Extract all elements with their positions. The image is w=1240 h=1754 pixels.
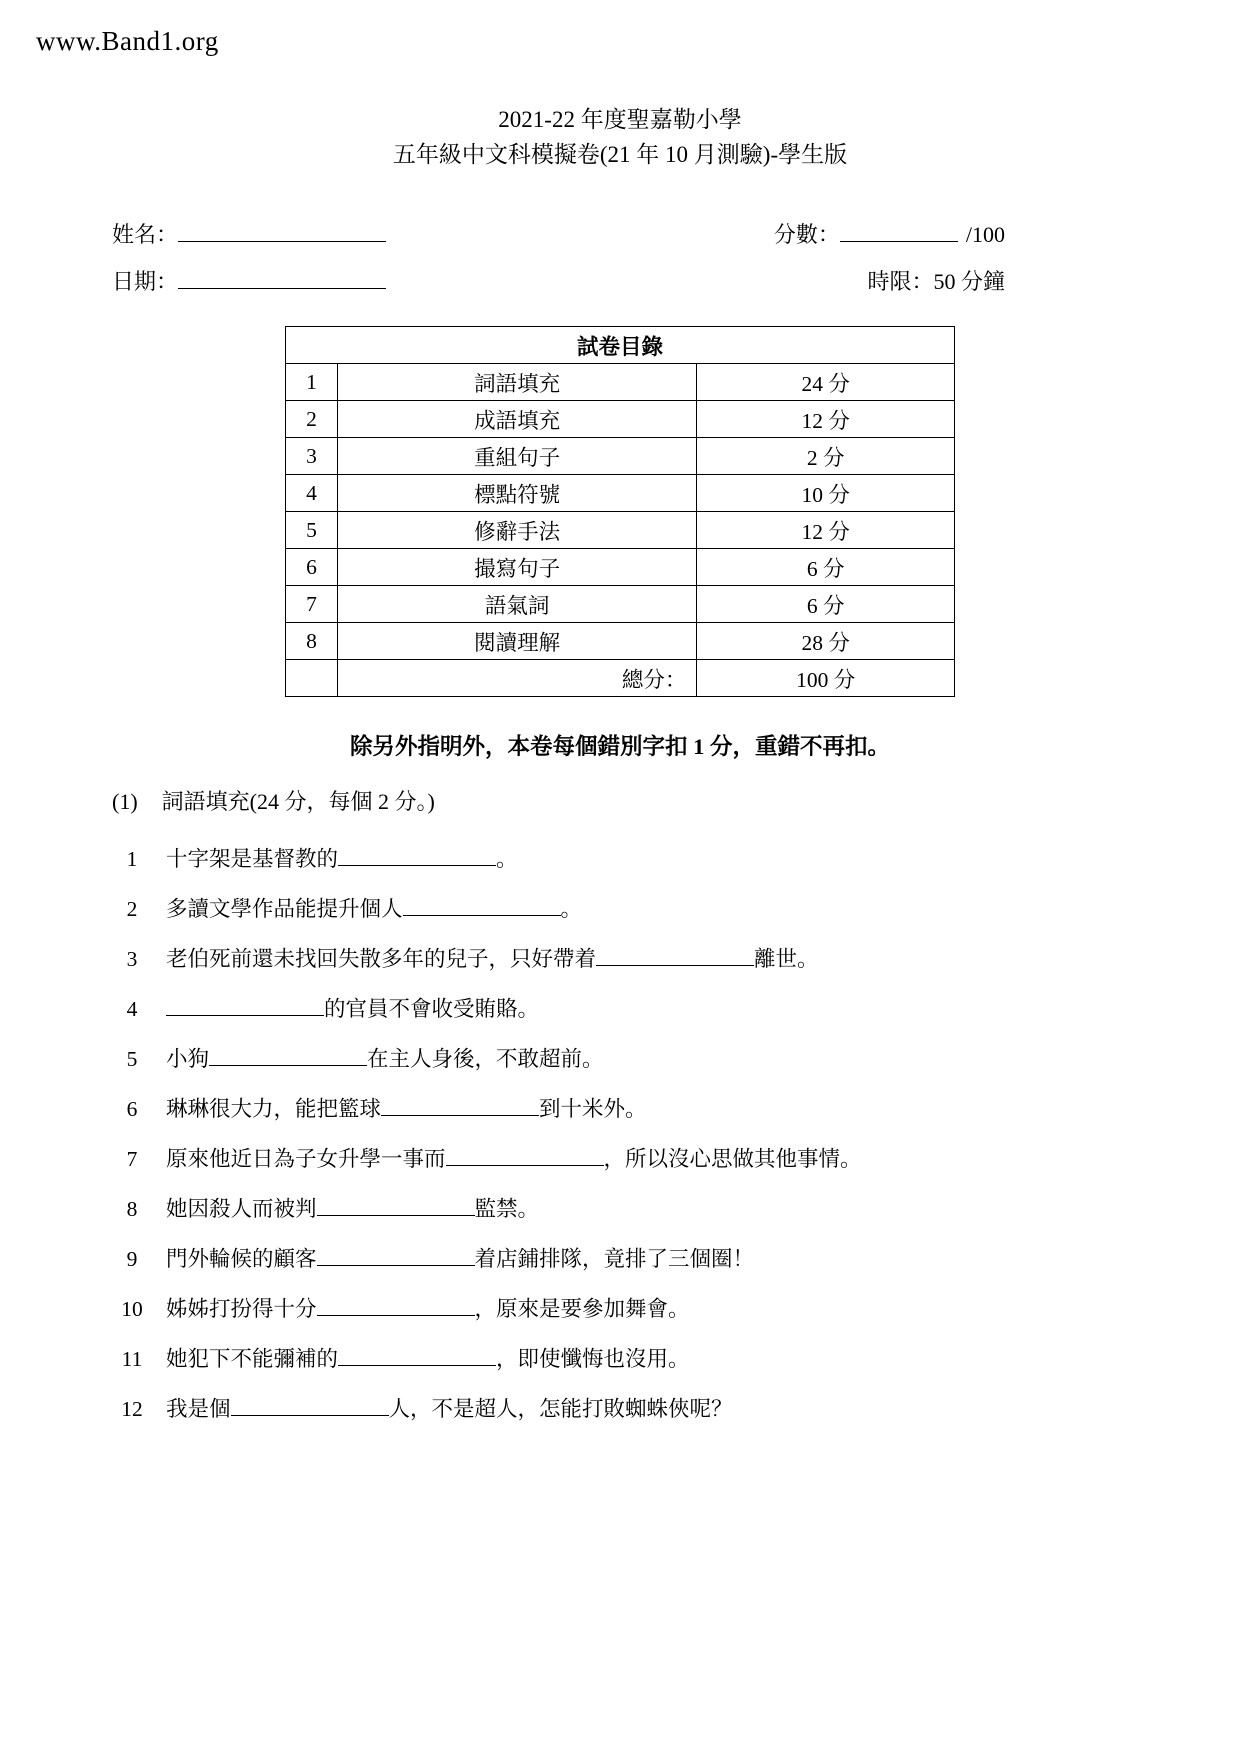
toc-row-num: 2 (286, 401, 338, 438)
toc-row-num: 4 (286, 475, 338, 512)
toc-table (285, 326, 955, 697)
question-row (116, 994, 1200, 1025)
toc-row-score: 10 分 (697, 475, 955, 512)
paper-title-line2: 五年級中文科模擬卷(21 年 10 月測驗)-學生版 (392, 142, 848, 167)
toc-row-name: 詞語填充 (337, 364, 696, 401)
toc-row-num: 7 (286, 586, 338, 623)
table-row (286, 364, 955, 401)
answer-blank (446, 1145, 604, 1167)
question-row (116, 1094, 1200, 1125)
toc-row-score: 6 分 (697, 549, 955, 586)
question-text-before: 老伯死前還未找回失散多年的兒子，只好帶着 (166, 947, 597, 971)
question-text (166, 1144, 862, 1175)
question-row (116, 1194, 1200, 1225)
table-row (286, 623, 955, 660)
answer-blank (317, 1295, 475, 1317)
question-text (166, 1294, 690, 1325)
toc-title: 試卷目錄 (286, 327, 955, 364)
question-row (116, 1344, 1200, 1375)
question-number: 1 (126, 847, 138, 871)
question-text-after: ，所以沒心思做其他事情。 (603, 1147, 862, 1171)
toc-row-num: 3 (286, 438, 338, 475)
question-text-before: 我是個 (166, 1397, 231, 1421)
section-title: 詞語填充(24 分，每個 2 分。) (161, 789, 435, 814)
score-label: 分數： (773, 222, 840, 247)
toc-row-score: 2 分 (697, 438, 955, 475)
question-text-before: 門外輪候的顧客 (166, 1247, 317, 1271)
toc-total-label: 總分： (337, 660, 696, 697)
question-row (116, 1144, 1200, 1175)
question-row (116, 1294, 1200, 1325)
question-text-after: 着店鋪排隊，竟排了三個圈！ (474, 1247, 755, 1271)
toc-header-row (286, 327, 955, 364)
toc-row-name: 撮寫句子 (337, 549, 696, 586)
toc-total-row (286, 660, 955, 697)
question-text (166, 1044, 604, 1075)
answer-blank (317, 1195, 475, 1217)
section-number: (1) (112, 789, 138, 814)
score-field (774, 218, 1005, 249)
penalty-notice: 除另外指明外，本卷每個錯別字扣 1 分，重錯不再扣。 (349, 734, 890, 759)
toc-row-name: 閱讀理解 (337, 623, 696, 660)
question-text (166, 894, 582, 925)
question-text (166, 1394, 733, 1425)
date-blank-line (178, 267, 386, 289)
toc-row-score: 12 分 (697, 512, 955, 549)
question-text-after: ，原來是要參加舞會。 (474, 1297, 690, 1321)
toc-row-name: 重組句子 (337, 438, 696, 475)
question-number: 12 (121, 1397, 143, 1421)
table-row (286, 586, 955, 623)
answer-blank (231, 1395, 389, 1417)
question-row (116, 1244, 1200, 1275)
question-number: 8 (126, 1197, 138, 1221)
date-label: 日期： (112, 269, 179, 294)
score-blank-line (840, 220, 958, 242)
toc-row-num: 1 (286, 364, 338, 401)
time-limit: 時限：50 分鐘 (867, 269, 1005, 294)
toc-row-score: 12 分 (697, 401, 955, 438)
question-row (116, 1394, 1200, 1425)
name-field (112, 218, 386, 249)
site-watermark: www.Band1.org (36, 26, 219, 56)
question-text-after: ，即使懺悔也沒用。 (496, 1347, 690, 1371)
question-number: 6 (126, 1097, 138, 1121)
question-text-after: 到十米外。 (539, 1097, 647, 1121)
toc-row-num: 8 (286, 623, 338, 660)
question-text-before: 小狗 (166, 1047, 210, 1071)
score-suffix: /100 (965, 222, 1005, 247)
date-field (112, 265, 386, 296)
answer-blank (209, 1045, 367, 1067)
question-row (116, 894, 1200, 925)
paper-title-line1: 2021-22 年度聖嘉勒小學 (498, 107, 742, 132)
question-text (166, 844, 518, 875)
question-list (0, 844, 1240, 1425)
question-text (166, 1344, 690, 1375)
toc-row-name: 標點符號 (337, 475, 696, 512)
question-text-before: 十字架是基督教的 (166, 847, 339, 871)
toc-row-name: 修辭手法 (337, 512, 696, 549)
question-text-after: 。 (560, 897, 583, 921)
question-number: 5 (126, 1047, 138, 1071)
toc-row-name: 語氣詞 (337, 586, 696, 623)
question-text-before: 姊姊打扮得十分 (166, 1297, 317, 1321)
question-text-after: 。 (496, 847, 518, 871)
toc-row-score: 6 分 (697, 586, 955, 623)
question-row (116, 1044, 1200, 1075)
question-text-after: 監禁。 (474, 1197, 540, 1221)
toc-row-name: 成語填充 (337, 401, 696, 438)
info-row-2 (112, 265, 1005, 296)
question-text-before: 她因殺人而被判 (166, 1197, 317, 1221)
question-text (166, 994, 539, 1025)
question-number: 7 (126, 1147, 138, 1171)
answer-blank (403, 895, 561, 917)
question-text-after: 在主人身後，不敢超前。 (367, 1047, 604, 1071)
answer-blank (338, 845, 496, 867)
toc-row-num: 5 (286, 512, 338, 549)
question-text (166, 1244, 754, 1275)
toc-row-num: 6 (286, 549, 338, 586)
toc-row-score: 24 分 (697, 364, 955, 401)
question-text (166, 1094, 647, 1125)
table-row (286, 475, 955, 512)
question-row (116, 844, 1200, 875)
table-row (286, 438, 955, 475)
answer-blank (317, 1245, 475, 1267)
question-text-before: 琳琳很大力，能把籃球 (166, 1097, 382, 1121)
toc-row-score: 28 分 (697, 623, 955, 660)
question-text-after: 離世。 (754, 947, 819, 971)
question-row (116, 944, 1200, 975)
table-row (286, 549, 955, 586)
question-number: 3 (126, 947, 138, 971)
name-label: 姓名： (112, 222, 179, 247)
question-text-after: 的官員不會收受賄賂。 (324, 997, 540, 1021)
info-block (112, 218, 1005, 296)
answer-blank (166, 995, 324, 1017)
question-number: 9 (126, 1247, 138, 1271)
question-text-after: 人，不是超人，怎能打敗蜘蛛俠呢？ (388, 1397, 733, 1421)
info-row-1 (112, 218, 1005, 249)
question-text (166, 944, 819, 975)
question-text-before: 原來他近日為子女升學一事而 (166, 1147, 446, 1171)
name-blank-line (178, 220, 386, 242)
question-number: 11 (121, 1347, 143, 1371)
answer-blank (596, 945, 754, 967)
answer-blank (338, 1345, 496, 1367)
question-number: 2 (126, 897, 138, 921)
question-number: 4 (126, 997, 138, 1021)
question-text-before: 她犯下不能彌補的 (166, 1347, 339, 1371)
table-row (286, 512, 955, 549)
toc-total-score: 100 分 (697, 660, 955, 697)
question-number: 10 (121, 1297, 143, 1321)
toc-total-empty-cell (286, 660, 338, 697)
question-text-before: 多讀文學作品能提升個人 (166, 897, 403, 921)
section-heading (112, 785, 1240, 816)
table-row (286, 401, 955, 438)
answer-blank (381, 1095, 539, 1117)
question-text (166, 1194, 539, 1225)
